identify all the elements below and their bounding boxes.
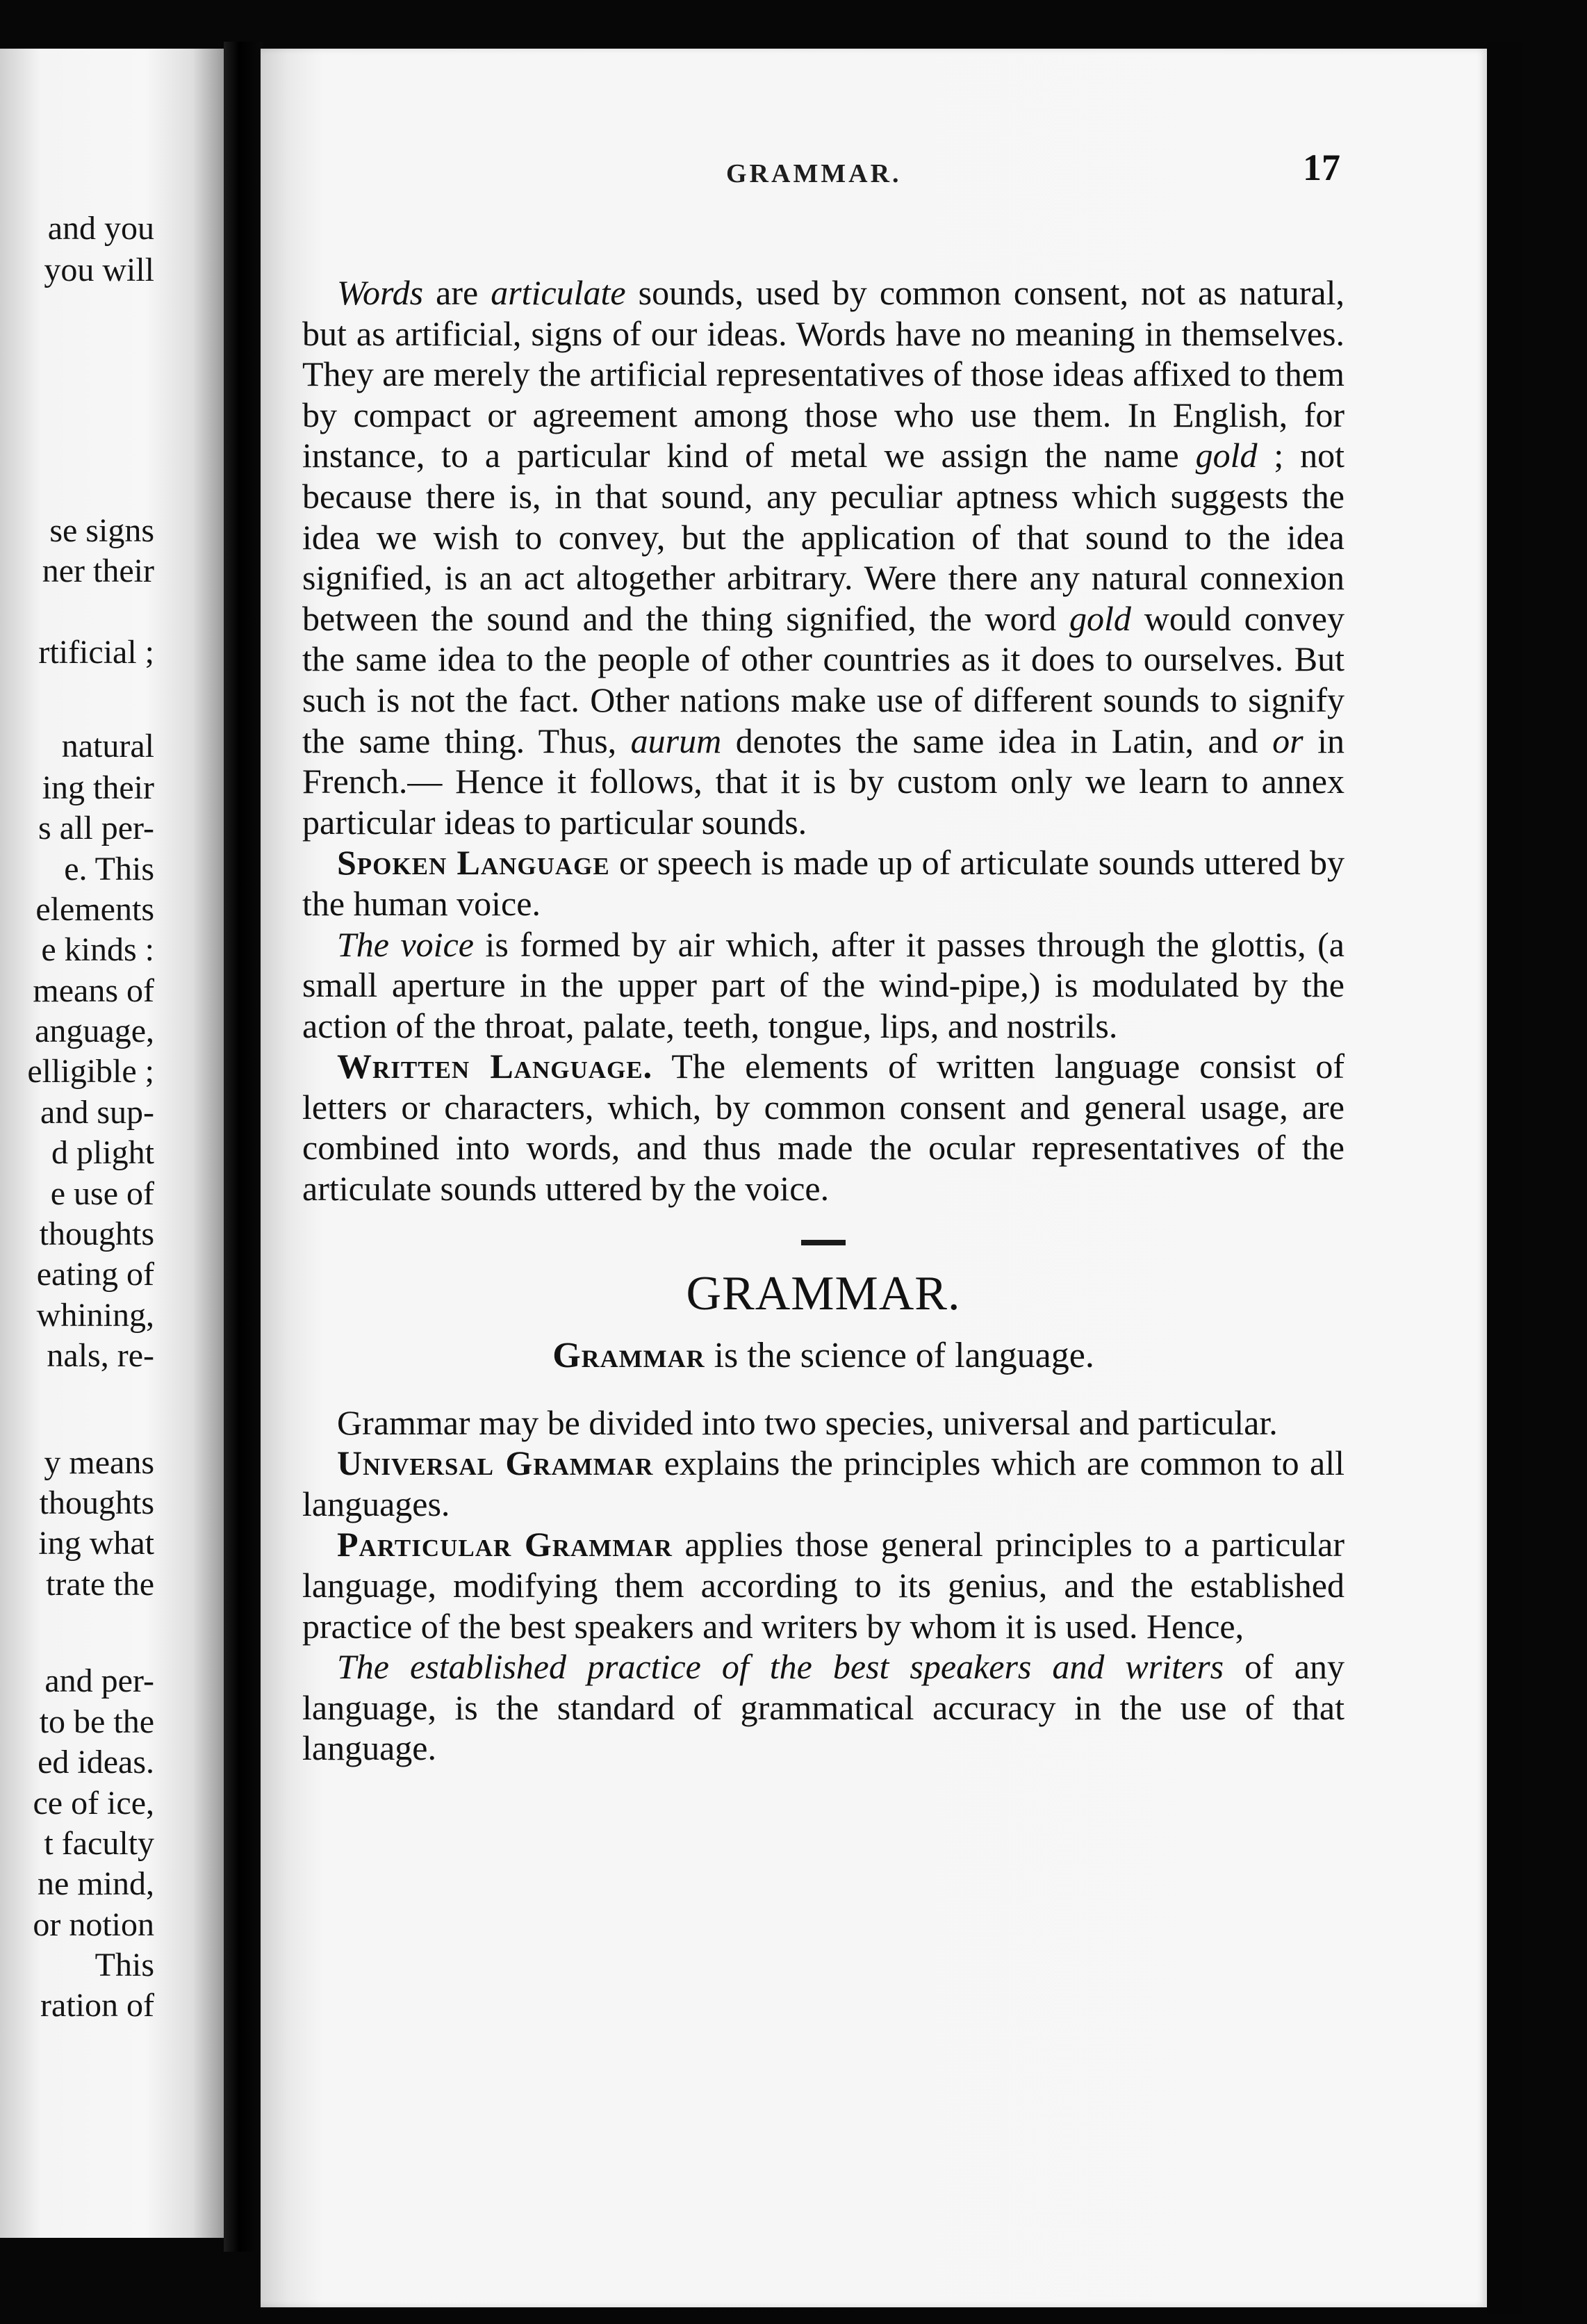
page-text	[302, 272, 1345, 1769]
text-span: applies those general principles to a particular language, modifying them according to its genius, and the established practice of the best speakers and writers by whom it is used. Hence,	[302, 1525, 1345, 1646]
paragraph-written-language	[302, 1046, 1345, 1209]
term-established-practice: The established practice of the best speakers and writers	[337, 1647, 1224, 1687]
paragraph-established-practice	[302, 1646, 1345, 1769]
facing-page-line: ing what	[38, 1525, 154, 1562]
facing-page-line: t faculty	[44, 1825, 154, 1862]
text-span: is formed by air which, after it passes through the glottis, (a small aperture in the upper part of the wind-pipe,) is modulated by the action of the throat, palate, teeth, tongue, lips, and nostrils.	[302, 924, 1345, 1045]
text-span: sounds, used by common consent, not as natural, but as artificial, signs of our ideas. Words have no meaning in themselves. They are merely the artificial representatives of those ideas affixed to them by compact or agreement among those who use them. In English, for instance, to a particular kind of metal we assign the name	[302, 273, 1345, 475]
facing-page-line: means of	[33, 972, 154, 1009]
term-spoken-language: Spoken Language	[337, 843, 610, 883]
text-span: would convey the same idea to the people of other countries as it does to ourselves. But such is not the fact. Other nations make use of different sounds to signify the same thing. Thus,	[302, 598, 1345, 760]
facing-page-line: e. This	[64, 851, 154, 887]
term-gold: gold	[1069, 598, 1131, 638]
facing-page-line: nals, re-	[47, 1337, 154, 1374]
paragraph-species: Grammar may be divided into two species, universal and particular.	[337, 1402, 1278, 1442]
term-words: Words	[337, 273, 424, 312]
facing-page-line: This	[94, 1947, 154, 1983]
term-aurum: aurum	[630, 721, 722, 760]
text-span: in French.— Hence it follows, that it is by custom only we learn to annex particular ideas to particular sounds.	[302, 721, 1345, 842]
paragraph-universal-grammar	[302, 1443, 1345, 1524]
facing-page-line: ce of ice,	[33, 1785, 154, 1822]
paragraph-words	[302, 272, 1345, 842]
facing-page-line: eating of	[36, 1256, 154, 1293]
facing-page-line: to be the	[39, 1703, 154, 1740]
facing-page-line: whining,	[36, 1297, 154, 1334]
term-or: or	[1272, 721, 1304, 760]
facing-page-line: e use of	[50, 1175, 154, 1212]
term-gold: gold	[1195, 436, 1258, 475]
facing-page	[0, 49, 224, 2238]
facing-page-line: or notion	[33, 1906, 154, 1943]
term-grammar: Grammar	[552, 1335, 705, 1375]
facing-page-line: thoughts	[39, 1216, 154, 1252]
facing-page-line: ing their	[42, 769, 154, 806]
facing-page-line: and you	[47, 210, 154, 247]
paragraph-spoken-language	[302, 842, 1345, 924]
term-universal-grammar: Universal Grammar	[337, 1443, 654, 1483]
running-head: GRAMMAR.	[726, 159, 902, 188]
term-particular-grammar: Particular Grammar	[337, 1525, 673, 1564]
facing-page-line: elements	[35, 891, 154, 928]
facing-page-line: and sup-	[40, 1094, 154, 1131]
facing-page-line: elligible ;	[27, 1053, 154, 1090]
facing-page-line: e kinds :	[41, 931, 154, 968]
page-number: 17	[1303, 147, 1340, 188]
text-span: denotes the same idea in Latin, and	[721, 721, 1273, 760]
facing-page-line: ne mind,	[38, 1865, 154, 1902]
facing-page-line: ner their	[42, 553, 154, 589]
facing-page-line: rtificial ;	[38, 634, 154, 671]
text-span: The elements of written language consist of letters or characters, which, by common consent and general usage, are combined into words, and thus made the ocular representatives of the articulate sounds uttered by the voice.	[302, 1047, 1345, 1209]
text-span: are	[423, 273, 491, 312]
term-voice: The voice	[337, 924, 474, 964]
facing-page-line: you will	[44, 252, 154, 288]
book-gutter	[224, 42, 263, 2252]
facing-page-line: anguage,	[35, 1013, 154, 1049]
section-rule	[801, 1240, 846, 1245]
grammar-definition	[302, 1333, 1345, 1379]
facing-page-line: thoughts	[39, 1484, 154, 1521]
facing-page-line: and per-	[44, 1662, 154, 1699]
term-written-language: Written Language.	[337, 1047, 653, 1086]
facing-page-line: ration of	[40, 1987, 154, 2024]
facing-page-line: s all per-	[38, 810, 154, 846]
facing-page-line: y means	[44, 1444, 154, 1481]
section-title: GRAMMAR.	[686, 1266, 961, 1320]
text-span: is the science of language.	[705, 1335, 1094, 1375]
paragraph-particular-grammar	[302, 1524, 1345, 1646]
facing-page-line: trate the	[46, 1566, 154, 1603]
paragraph-voice	[302, 924, 1345, 1047]
page-17	[261, 49, 1487, 2307]
facing-page-line: ed ideas.	[38, 1744, 154, 1781]
text-span: of any language, is the standard of grammatical accuracy in the use of that language.	[302, 1647, 1345, 1768]
text-span: or speech is made up of articulate sounds uttered by the human voice.	[302, 843, 1345, 923]
facing-page-line: d plight	[51, 1134, 154, 1171]
facing-page-line: se signs	[49, 512, 154, 549]
term-articulate: articulate	[491, 273, 626, 312]
text-span: ; not because there is, in that sound, any peculiar aptness which suggests the idea we wish to convey, but the application of that sound to the idea signified, is an act altogether arbitrary. Were there any natural connexion between the sound and the thing signified, the word	[302, 436, 1345, 638]
text-span: explains the principles which are common to all languages.	[302, 1443, 1345, 1523]
facing-page-line: natural	[61, 728, 154, 764]
